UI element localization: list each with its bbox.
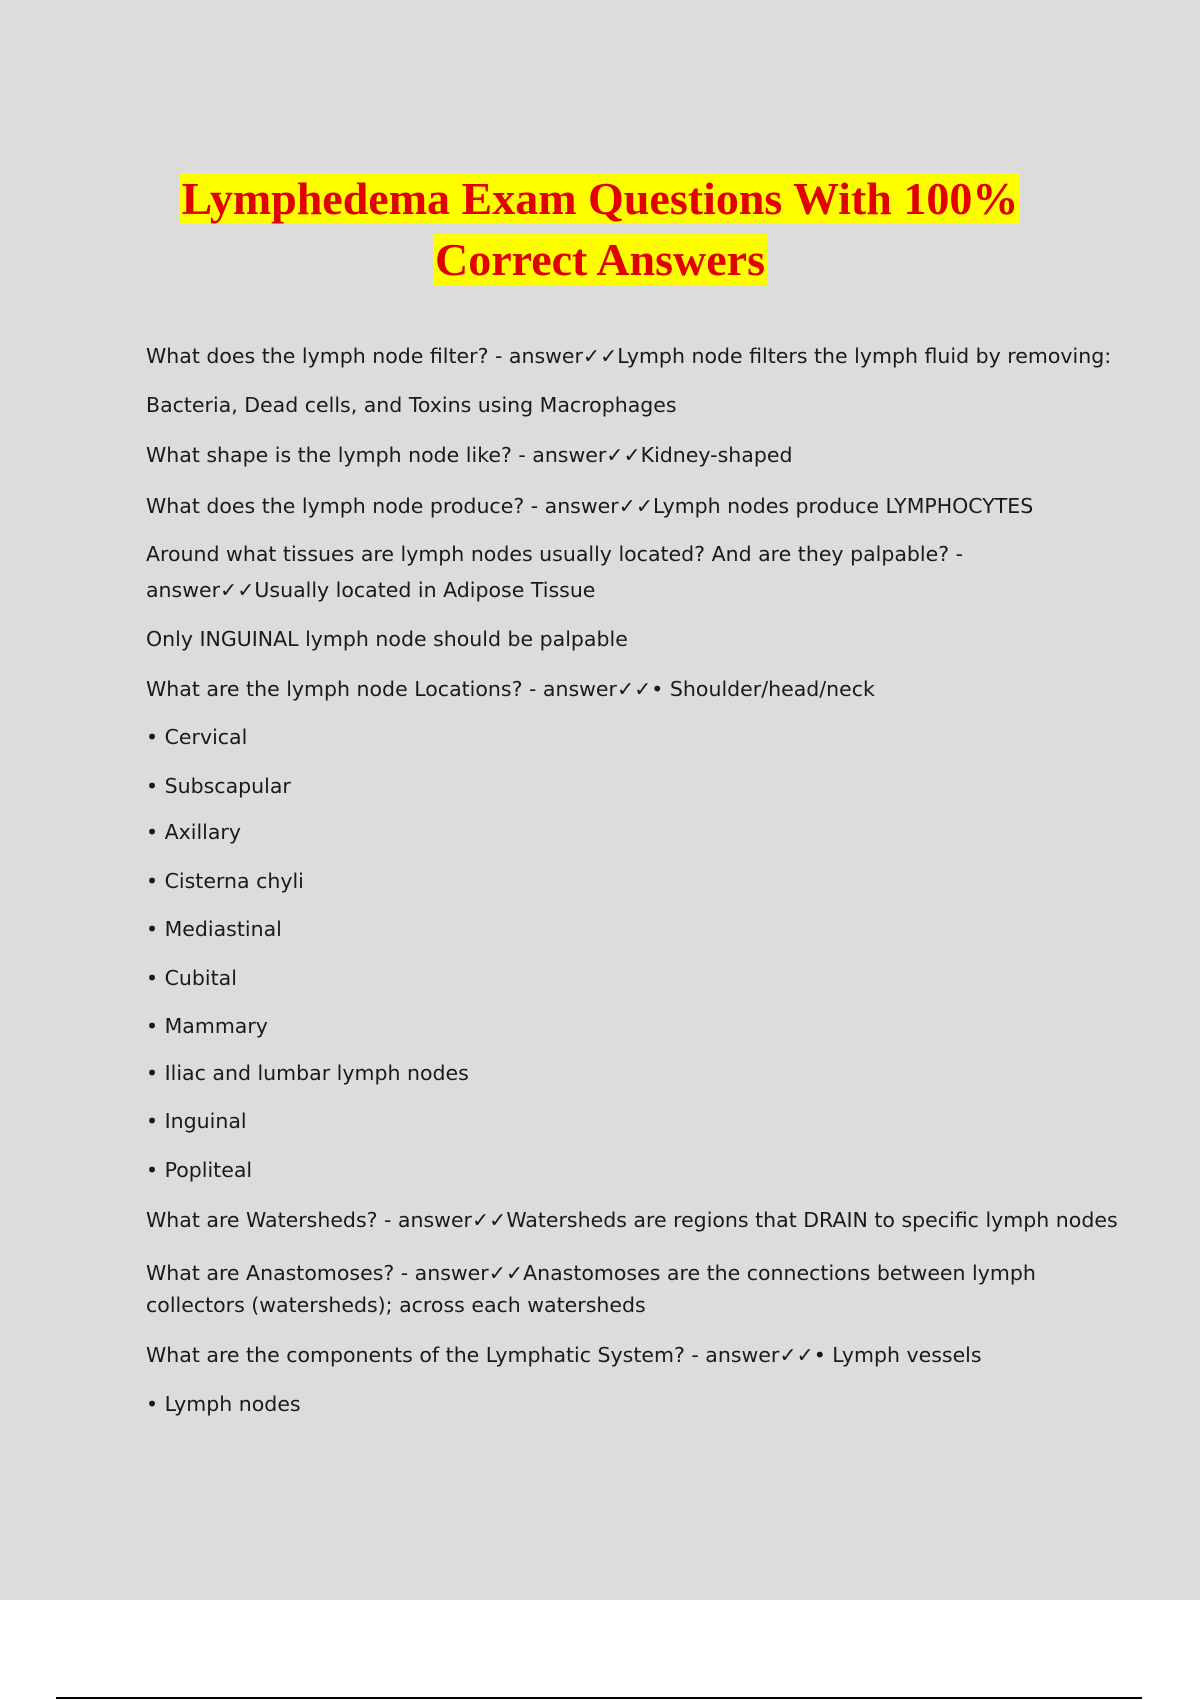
list-item: • Iliac and lumbar lymph nodes (146, 1061, 469, 1085)
footer-divider (56, 1697, 1142, 1699)
text-line: Bacteria, Dead cells, and Toxins using Macrophages (146, 393, 677, 417)
list-item: • Cubital (146, 966, 237, 990)
text-line: What are the lymph node Locations? - answer✓✓• Shoulder/head/neck (146, 677, 875, 701)
list-item: • Inguinal (146, 1109, 247, 1133)
text-line: Around what tissues are lymph nodes usually located? And are they palpable? - (146, 542, 964, 566)
list-item: • Lymph nodes (146, 1392, 301, 1416)
text-line: What are the components of the Lymphatic System? - answer✓✓• Lymph vessels (146, 1343, 982, 1367)
text-line: What does the lymph node produce? - answer✓✓Lymph nodes produce LYMPHOCYTES (146, 494, 1034, 518)
document-title (0, 168, 1200, 290)
text-line: collectors (watersheds); across each watersheds (146, 1293, 646, 1317)
list-item: • Mediastinal (146, 917, 282, 941)
list-item: • Axillary (146, 820, 241, 844)
title-line-2-wrapper (0, 229, 1200, 290)
text-line: answer✓✓Usually located in Adipose Tissue (146, 578, 596, 602)
title-line-1-wrapper (0, 168, 1200, 229)
list-item: • Mammary (146, 1014, 268, 1038)
text-line: What shape is the lymph node like? - answer✓✓Kidney-shaped (146, 443, 793, 467)
list-item: • Subscapular (146, 774, 291, 798)
text-line: What are Anastomoses? - answer✓✓Anastomoses are the connections between lymph (146, 1261, 1036, 1285)
title-line-2: Correct Answers (435, 234, 765, 285)
list-item: • Popliteal (146, 1158, 253, 1182)
text-line: What does the lymph node filter? - answer✓✓Lymph node filters the lymph fluid by removing: (146, 344, 1112, 368)
title-line-1: Lymphedema Exam Questions With 100% (181, 173, 1019, 224)
list-item: • Cisterna chyli (146, 869, 304, 893)
list-item: • Cervical (146, 725, 248, 749)
text-line: What are Watersheds? - answer✓✓Watersheds are regions that DRAIN to specific lymph nodes (146, 1208, 1118, 1232)
text-line: Only INGUINAL lymph node should be palpable (146, 627, 628, 651)
